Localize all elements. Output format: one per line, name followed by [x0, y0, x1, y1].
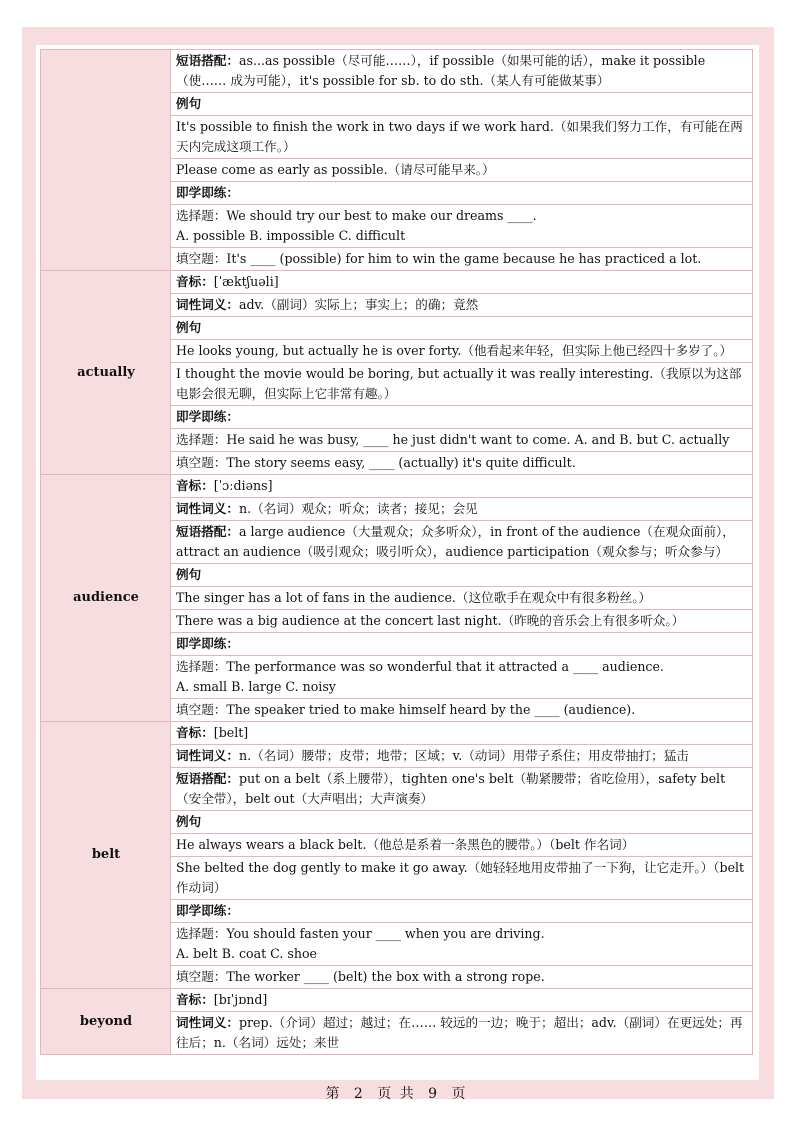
- footer-gong: 页 共: [377, 1086, 416, 1102]
- example-label: 例句: [171, 93, 753, 116]
- phrases-text: as...as possible（尽可能……），if possible（如果可能的话），make it possible（使…… 成为可能），it's possible for sb. to do sth.（某人有可能做某事）: [176, 53, 706, 88]
- pos-text: adv.（副词）实际上；事实上；的确；竟然: [238, 297, 479, 312]
- phrases-cell: [171, 50, 753, 93]
- pos-text: prep.（介词）超过；越过；在…… 较远的一边；晚于；超出；adv.（副词）在更远处；再往后；n.（名词）远处；来世: [176, 1015, 743, 1050]
- choice-question: 选择题：He said he was busy, ____ he just didn't want to come. A. and B. but C. actually: [171, 429, 753, 452]
- pos-label: 词性词义：: [176, 297, 239, 312]
- pos-label: 词性词义：: [176, 748, 239, 763]
- table-row: [41, 722, 753, 745]
- phrases-label: 短语搭配：: [176, 524, 239, 539]
- example-label: 例句: [171, 564, 753, 587]
- phonetic-cell: [171, 989, 753, 1012]
- phonetic-label: 音标：: [176, 725, 214, 740]
- example-sentence: It's possible to finish the work in two days if we work hard.（如果我们努力工作，有可能在两天内完成这项工作。）: [171, 116, 753, 159]
- footer-di: 第: [325, 1086, 342, 1102]
- practice-label: 即学即练：: [171, 406, 753, 429]
- phrases-label: 短语搭配：: [176, 53, 239, 68]
- phonetic-text: [ˈæktʃuəli]: [213, 274, 279, 289]
- choice-question: [171, 656, 753, 699]
- phonetic-text: [bɪˈjɒnd]: [213, 992, 268, 1007]
- example-sentence: The singer has a lot of fans in the audience.（这位歌手在观众中有很多粉丝。）: [171, 587, 753, 610]
- choice-options: A. possible B. impossible C. difficult: [176, 228, 406, 243]
- table-row: [41, 271, 753, 294]
- example-sentence: He looks young, but actually he is over forty.（他看起来年轻，但实际上他已经四十多岁了。）: [171, 340, 753, 363]
- footer-ye: 页: [451, 1086, 468, 1102]
- pos-label: 词性词义：: [176, 1015, 239, 1030]
- fill-question: 填空题：The worker ____ (belt) the box with a strong rope.: [171, 966, 753, 989]
- example-sentence: Please come as early as possible.（请尽可能早来。）: [171, 159, 753, 182]
- word-cell-belt: belt: [41, 722, 171, 989]
- table-row: [41, 475, 753, 498]
- example-sentence: She belted the dog gently to make it go away.（她轻轻地用皮带抽了一下狗，让它走开。）（belt 作动词）: [171, 857, 753, 900]
- table-row: [41, 50, 753, 93]
- word-cell-beyond: beyond: [41, 989, 171, 1055]
- page-footer: [0, 1083, 793, 1103]
- word-cell: [41, 50, 171, 271]
- example-label: 例句: [171, 317, 753, 340]
- fill-question: 填空题：The story seems easy, ____ (actually) it's quite difficult.: [171, 452, 753, 475]
- practice-label: 即学即练：: [171, 900, 753, 923]
- footer-total-pages: 9: [428, 1086, 440, 1102]
- practice-label: 即学即练：: [171, 182, 753, 205]
- fill-question: 填空题：The speaker tried to make himself heard by the ____ (audience).: [171, 699, 753, 722]
- pos-cell: [171, 498, 753, 521]
- vocab-table: [40, 49, 753, 1055]
- footer-page-number: 2: [353, 1086, 365, 1102]
- phrases-text: a large audience（大量观众；众多听众），in front of the audience（在观众面前），attract an audience（吸引观众；吸引听众），audience participation（观众参与；听众参与）: [176, 524, 735, 559]
- choice-question: [171, 205, 753, 248]
- phonetic-cell: [171, 722, 753, 745]
- word-cell-actually: actually: [41, 271, 171, 475]
- pos-label: 词性词义：: [176, 501, 239, 516]
- pos-cell: [171, 294, 753, 317]
- example-sentence: He always wears a black belt.（他总是系着一条黑色的腰带。）（belt 作名词）: [171, 834, 753, 857]
- phonetic-label: 音标：: [176, 478, 214, 493]
- word-cell-audience: audience: [41, 475, 171, 722]
- choice-question-text: 选择题：We should try our best to make our dreams ____.: [176, 208, 537, 223]
- choice-options: A. belt B. coat C. shoe: [176, 946, 317, 961]
- phonetic-text: [belt]: [213, 725, 249, 740]
- phonetic-cell: [171, 475, 753, 498]
- practice-label: 即学即练：: [171, 633, 753, 656]
- table-row: [41, 989, 753, 1012]
- pos-cell: [171, 745, 753, 768]
- phonetic-cell: [171, 271, 753, 294]
- pos-text: n.（名词）观众；听众；读者；接见；会见: [238, 501, 478, 516]
- choice-question: [171, 923, 753, 966]
- choice-question-text: 选择题：You should fasten your ____ when you are driving.: [176, 926, 545, 941]
- pos-cell: [171, 1012, 753, 1055]
- phrases-label: 短语搭配：: [176, 771, 239, 786]
- example-sentence: I thought the movie would be boring, but actually it was really interesting.（我原以为这部电影会很无聊，但实际上它非常有趣。）: [171, 363, 753, 406]
- fill-question: 填空题：It's ____ (possible) for him to win the game because he has practiced a lot.: [171, 248, 753, 271]
- phonetic-label: 音标：: [176, 992, 214, 1007]
- phrases-text: put on a belt（系上腰带），tighten one's belt（勒紧腰带；省吃俭用），safety belt（安全带），belt out（大声唱出；大声演奏）: [176, 771, 726, 806]
- phonetic-text: [ˈɔːdiəns]: [213, 478, 273, 493]
- phrases-cell: [171, 768, 753, 811]
- choice-question-text: 选择题：The performance was so wonderful that it attracted a ____ audience.: [176, 659, 664, 674]
- phrases-cell: [171, 521, 753, 564]
- example-label: 例句: [171, 811, 753, 834]
- choice-options: A. small B. large C. noisy: [176, 679, 336, 694]
- phonetic-label: 音标：: [176, 274, 214, 289]
- example-sentence: There was a big audience at the concert last night.（昨晚的音乐会上有很多听众。）: [171, 610, 753, 633]
- pos-text: n.（名词）腰带；皮带；地带；区域；v.（动词）用带子系住；用皮带抽打；猛击: [238, 748, 689, 763]
